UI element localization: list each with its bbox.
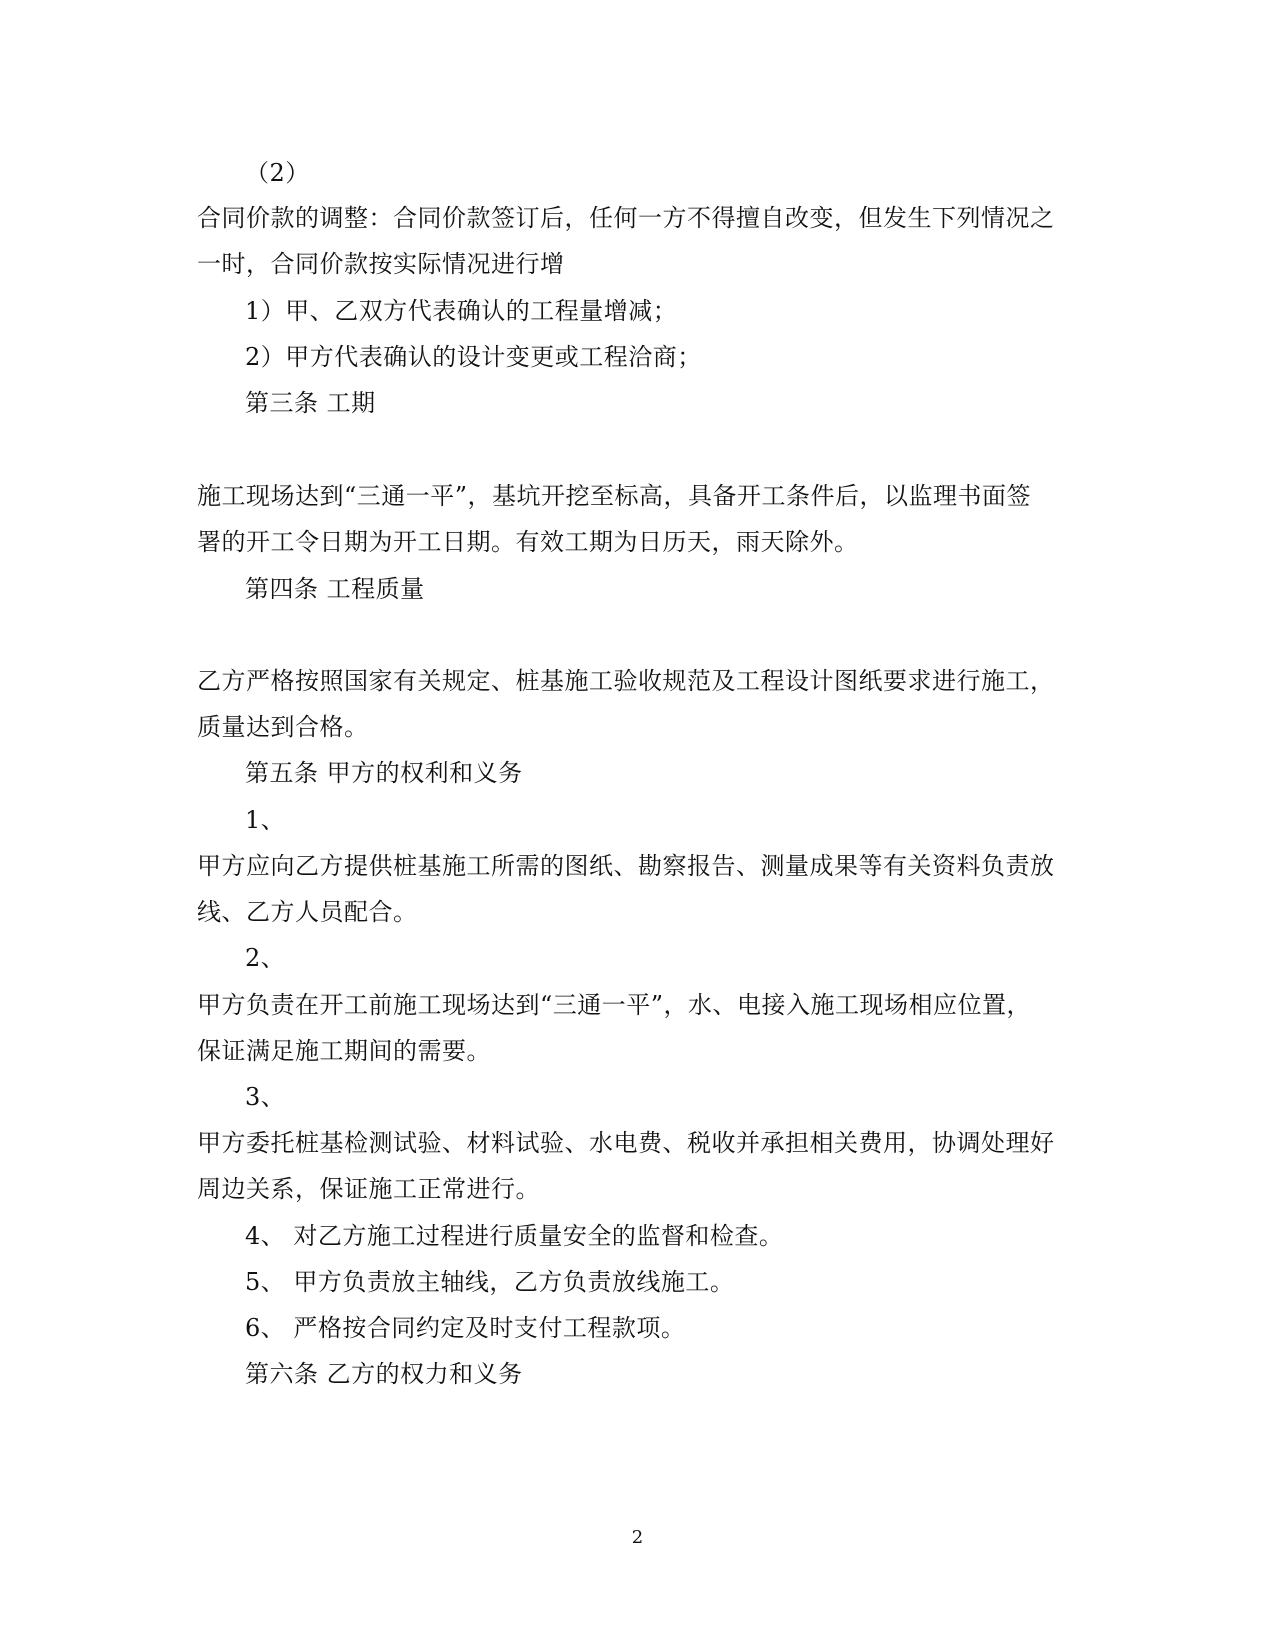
list-item: 5、 甲方负责放主轴线，乙方负责放线施工。 <box>245 1268 735 1296</box>
paragraph-line: 施工现场达到“三通一平”，基坑开挖至标高，具备开工条件后，以监理书面签 <box>197 482 1032 510</box>
paragraph-line: 质量达到合格。 <box>197 713 369 741</box>
section-heading: 第六条 乙方的权力和义务 <box>245 1360 523 1388</box>
section-heading: 第三条 工期 <box>245 389 376 417</box>
paragraph-line: 线、乙方人员配合。 <box>197 898 418 926</box>
list-item: 4、 对乙方施工过程进行质量安全的监督和检查。 <box>245 1222 784 1250</box>
paragraph-line: 甲方负责在开工前施工现场达到“三通一平”，水、电接入施工现场相应位置， <box>197 991 1032 1019</box>
item-number: 2、 <box>245 944 286 972</box>
list-item: 2）甲方代表确认的设计变更或工程洽商； <box>245 343 702 371</box>
paragraph-line: 合同价款的调整：合同价款签订后，任何一方不得擅自改变，但发生下列情况之 <box>197 204 1055 232</box>
list-item: 6、 严格按合同约定及时支付工程款项。 <box>245 1314 686 1342</box>
paragraph-line: 甲方委托桩基检测试验、材料试验、水电费、税收并承担相关费用，协调处理好 <box>197 1129 1055 1157</box>
paragraph-line: 署的开工令日期为开工日期。有效工期为日历天，雨天除外。 <box>197 528 859 556</box>
item-number-2: （2） <box>245 159 310 187</box>
paragraph-line: 保证满足施工期间的需要。 <box>197 1037 491 1065</box>
item-number: 3、 <box>245 1083 286 1111</box>
item-number: 1、 <box>245 806 286 834</box>
paragraph-line: 一时，合同价款按实际情况进行增 <box>197 250 565 278</box>
section-heading: 第五条 甲方的权利和义务 <box>245 759 523 787</box>
paragraph-line: 甲方应向乙方提供桩基施工所需的图纸、勘察报告、测量成果等有关资料负责放 <box>197 852 1055 880</box>
paragraph-line: 周边关系，保证施工正常进行。 <box>197 1175 540 1203</box>
paragraph-line: 乙方严格按照国家有关规定、桩基施工验收规范及工程设计图纸要求进行施工， <box>197 667 1055 695</box>
section-heading: 第四条 工程质量 <box>245 575 425 603</box>
list-item: 1）甲、乙双方代表确认的工程量增减； <box>245 297 678 325</box>
page-number: 2 <box>631 1527 644 1548</box>
